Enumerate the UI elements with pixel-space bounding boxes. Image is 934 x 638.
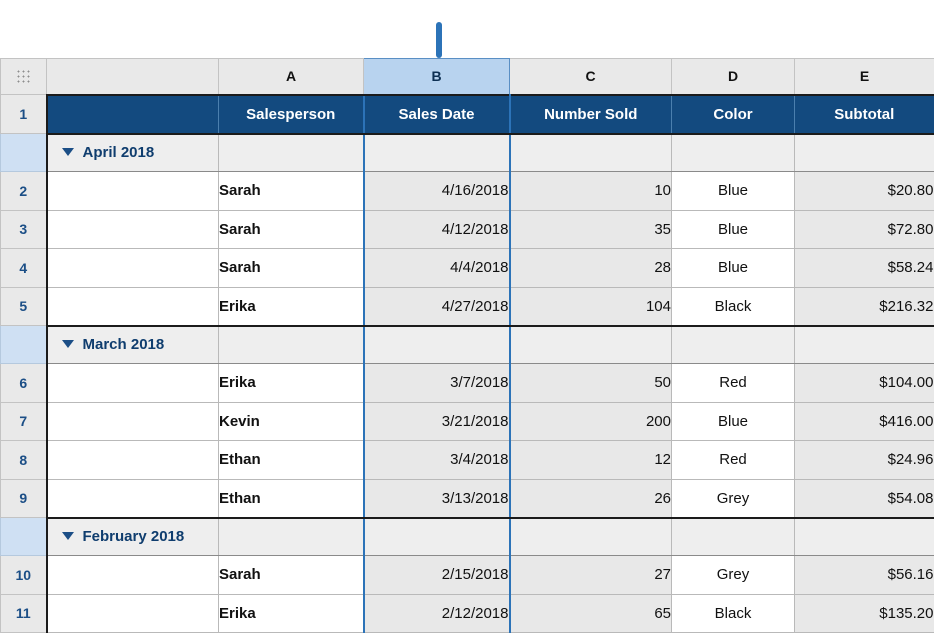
cell-salesperson[interactable]: Erika — [219, 364, 364, 403]
cell-salesperson[interactable]: Sarah — [219, 172, 364, 211]
cell-sales-date[interactable]: 4/27/2018 — [364, 287, 510, 326]
table-header-color[interactable]: Color — [672, 95, 795, 134]
cell-subtotal[interactable]: $216.32 — [795, 287, 934, 326]
table-row — [1, 287, 934, 326]
table-row — [1, 594, 934, 633]
group-row-empty-cell[interactable] — [510, 134, 672, 172]
column-header-row — [1, 59, 934, 95]
group-row-empty-cell[interactable] — [219, 518, 364, 556]
cell-subtotal[interactable]: $135.20 — [795, 594, 934, 633]
cell-sales-date[interactable]: 4/4/2018 — [364, 249, 510, 288]
column-header-e[interactable]: E — [795, 59, 934, 95]
table-row — [1, 249, 934, 288]
cell-number-sold[interactable]: 35 — [510, 210, 672, 249]
cell-number-sold[interactable]: 26 — [510, 479, 672, 518]
cell-group-blank[interactable] — [47, 479, 219, 518]
cell-number-sold[interactable]: 28 — [510, 249, 672, 288]
group-row-empty-cell[interactable] — [219, 326, 364, 364]
cell-subtotal[interactable]: $20.80 — [795, 172, 934, 211]
cell-salesperson[interactable]: Ethan — [219, 479, 364, 518]
cell-number-sold[interactable]: 200 — [510, 402, 672, 441]
disclosure-triangle-icon[interactable] — [62, 148, 74, 156]
cell-sales-date[interactable]: 3/13/2018 — [364, 479, 510, 518]
cell-group-blank[interactable] — [47, 441, 219, 480]
column-header-c[interactable]: C — [510, 59, 672, 95]
cell-color[interactable]: Black — [672, 594, 795, 633]
group-label: February 2018 — [82, 528, 185, 546]
cell-salesperson[interactable]: Kevin — [219, 402, 364, 441]
group-row-empty-cell[interactable] — [672, 134, 795, 172]
cell-color[interactable]: Blue — [672, 172, 795, 211]
cell-salesperson[interactable]: Erika — [219, 287, 364, 326]
table-grip-icon[interactable] — [1, 59, 47, 95]
cell-color[interactable]: Grey — [672, 556, 795, 595]
row-header-7[interactable]: 7 — [1, 402, 47, 441]
cell-color[interactable]: Red — [672, 364, 795, 403]
cell-group-blank[interactable] — [47, 287, 219, 326]
group-name-cell[interactable] — [47, 326, 219, 364]
table-header-sales-date[interactable]: Sales Date — [364, 95, 510, 134]
table-header-salesperson[interactable]: Salesperson — [219, 95, 364, 134]
table-row — [1, 210, 934, 249]
row-header-group[interactable] — [1, 518, 47, 556]
row-header-1[interactable]: 1 — [1, 95, 47, 134]
cell-group-blank[interactable] — [47, 364, 219, 403]
cell-number-sold[interactable]: 12 — [510, 441, 672, 480]
group-row-empty-cell[interactable] — [364, 326, 510, 364]
group-row-empty-cell[interactable] — [795, 134, 934, 172]
group-row-empty-cell[interactable] — [219, 134, 364, 172]
cell-subtotal[interactable]: $56.16 — [795, 556, 934, 595]
cell-subtotal[interactable]: $416.00 — [795, 402, 934, 441]
group-row[interactable] — [1, 134, 934, 172]
group-row[interactable] — [1, 326, 934, 364]
cell-group-blank[interactable] — [47, 556, 219, 595]
cell-sales-date[interactable]: 2/12/2018 — [364, 594, 510, 633]
cell-sales-date[interactable]: 3/7/2018 — [364, 364, 510, 403]
row-header-group[interactable] — [1, 134, 47, 172]
column-b-selection-handle[interactable] — [436, 22, 442, 58]
group-row-empty-cell[interactable] — [510, 326, 672, 364]
spreadsheet-grid — [0, 58, 934, 633]
row-header-4[interactable]: 4 — [1, 249, 47, 288]
cell-number-sold[interactable]: 104 — [510, 287, 672, 326]
group-label: April 2018 — [82, 144, 155, 162]
cell-sales-date[interactable]: 2/15/2018 — [364, 556, 510, 595]
table-header-subtotal[interactable]: Subtotal — [795, 95, 934, 134]
disclosure-triangle-icon[interactable] — [62, 340, 74, 348]
group-row[interactable] — [1, 518, 934, 556]
cell-number-sold[interactable]: 65 — [510, 594, 672, 633]
cell-group-blank[interactable] — [47, 249, 219, 288]
column-header-b[interactable]: B — [364, 59, 510, 95]
table-row — [1, 172, 934, 211]
group-label: March 2018 — [82, 336, 165, 354]
cell-sales-date[interactable]: 4/12/2018 — [364, 210, 510, 249]
cell-salesperson[interactable]: Erika — [219, 594, 364, 633]
cell-number-sold[interactable]: 27 — [510, 556, 672, 595]
grip-dots-icon — [17, 70, 30, 83]
cell-subtotal[interactable]: $54.08 — [795, 479, 934, 518]
group-row-empty-cell[interactable] — [672, 518, 795, 556]
row-header-2[interactable]: 2 — [1, 172, 47, 211]
group-row-empty-cell[interactable] — [795, 326, 934, 364]
table-row — [1, 556, 934, 595]
row-header-9[interactable]: 9 — [1, 479, 47, 518]
table-row — [1, 479, 934, 518]
row-header-6[interactable]: 6 — [1, 364, 47, 403]
cell-sales-date[interactable]: 3/21/2018 — [364, 402, 510, 441]
cell-salesperson[interactable]: Sarah — [219, 210, 364, 249]
cell-subtotal[interactable]: $72.80 — [795, 210, 934, 249]
cell-group-blank[interactable] — [47, 210, 219, 249]
group-row-empty-cell[interactable] — [795, 518, 934, 556]
group-row-empty-cell[interactable] — [364, 134, 510, 172]
row-header-11[interactable]: 11 — [1, 594, 47, 633]
cell-sales-date[interactable]: 3/4/2018 — [364, 441, 510, 480]
cell-color[interactable]: Blue — [672, 210, 795, 249]
cell-subtotal[interactable]: $24.96 — [795, 441, 934, 480]
cell-subtotal[interactable]: $104.00 — [795, 364, 934, 403]
group-row-empty-cell[interactable] — [364, 518, 510, 556]
cell-group-blank[interactable] — [47, 594, 219, 633]
column-header-a[interactable]: A — [219, 59, 364, 95]
column-header-d[interactable]: D — [672, 59, 795, 95]
group-row-empty-cell[interactable] — [672, 326, 795, 364]
cell-salesperson[interactable]: Sarah — [219, 249, 364, 288]
row-header-3[interactable]: 3 — [1, 210, 47, 249]
cell-group-blank[interactable] — [47, 172, 219, 211]
table-row — [1, 441, 934, 480]
cell-subtotal[interactable]: $58.24 — [795, 249, 934, 288]
table-row — [1, 364, 934, 403]
cell-group-blank[interactable] — [47, 402, 219, 441]
row-header-8[interactable]: 8 — [1, 441, 47, 480]
cell-number-sold[interactable]: 50 — [510, 364, 672, 403]
table-row — [1, 402, 934, 441]
cell-color[interactable]: Grey — [672, 479, 795, 518]
table-header-row — [1, 95, 934, 134]
cell-color[interactable]: Red — [672, 441, 795, 480]
cell-sales-date[interactable]: 4/16/2018 — [364, 172, 510, 211]
disclosure-triangle-icon[interactable] — [62, 532, 74, 540]
group-name-cell[interactable] — [47, 134, 219, 172]
cell-salesperson[interactable]: Sarah — [219, 556, 364, 595]
cell-color[interactable]: Blue — [672, 402, 795, 441]
table-header-blank[interactable] — [47, 95, 219, 134]
cell-number-sold[interactable]: 10 — [510, 172, 672, 211]
cell-salesperson[interactable]: Ethan — [219, 441, 364, 480]
column-header-blank[interactable] — [47, 59, 219, 95]
cell-color[interactable]: Blue — [672, 249, 795, 288]
group-name-cell[interactable] — [47, 518, 219, 556]
group-row-empty-cell[interactable] — [510, 518, 672, 556]
table-header-number-sold[interactable]: Number Sold — [510, 95, 672, 134]
row-header-5[interactable]: 5 — [1, 287, 47, 326]
cell-color[interactable]: Black — [672, 287, 795, 326]
row-header-10[interactable]: 10 — [1, 556, 47, 595]
row-header-group[interactable] — [1, 326, 47, 364]
